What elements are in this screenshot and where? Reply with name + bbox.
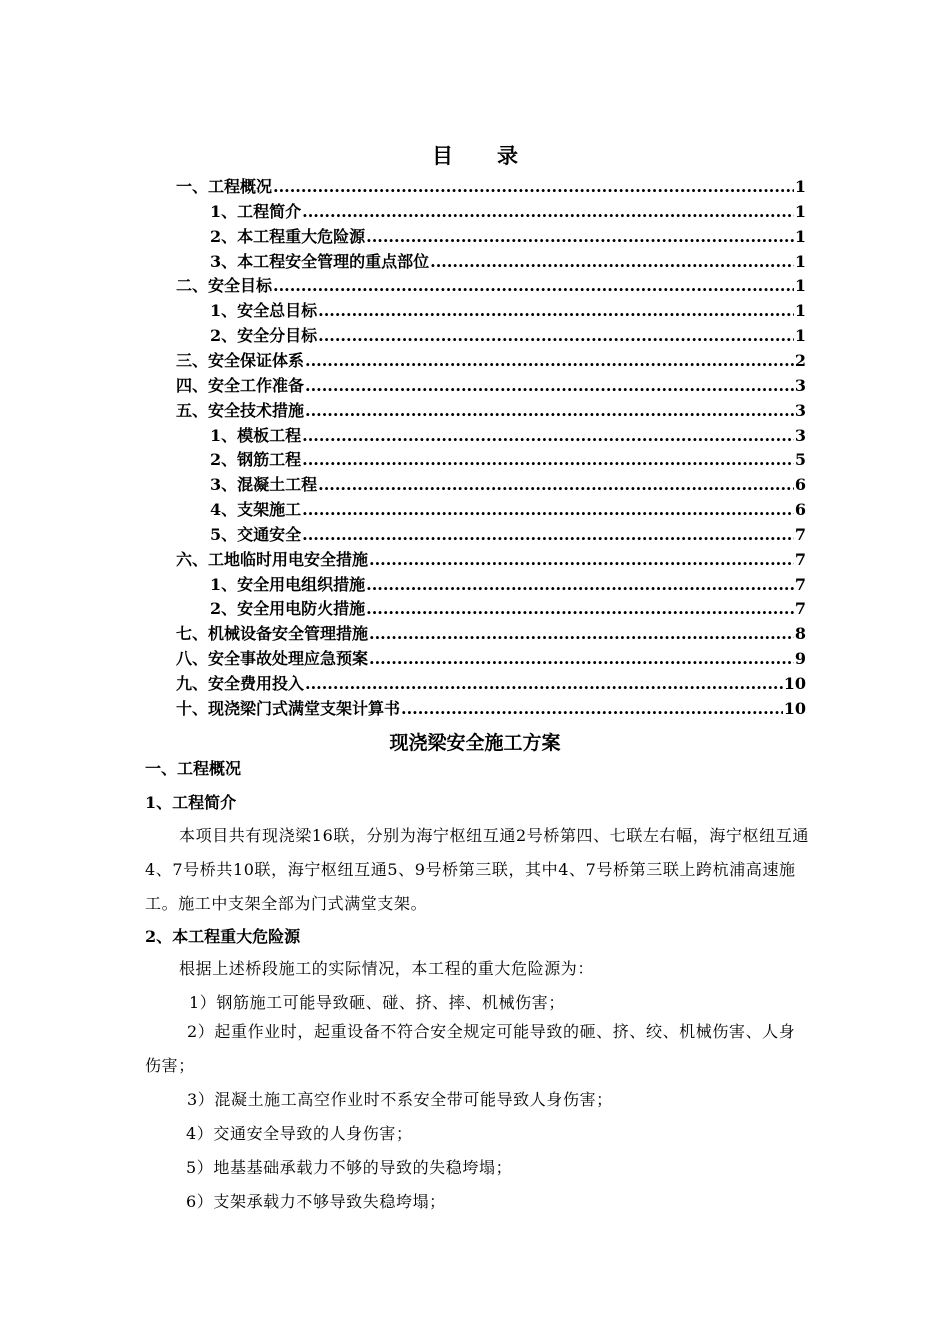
toc-entry-page: 1 [794, 251, 806, 271]
toc-leader-dots [302, 447, 794, 472]
toc-entry-page: 3 [794, 375, 806, 395]
toc-entry-page: 1 [794, 201, 806, 221]
toc-entry-label: 1、安全用电组织措施 [210, 574, 366, 594]
toc-leader-dots [273, 174, 794, 199]
toc-leader-dots [302, 423, 794, 448]
toc-entry-label: 2、安全分目标 [210, 326, 318, 346]
toc-entry-page: 3 [794, 425, 806, 445]
toc-entry[interactable] [210, 199, 806, 224]
toc-entry[interactable] [210, 572, 806, 597]
toc-leader-dots [366, 596, 794, 621]
toc-leader-dots [366, 224, 794, 249]
toc-leader-dots [302, 522, 794, 547]
toc-leader-dots [302, 199, 794, 224]
toc-entry-page: 1 [794, 326, 806, 346]
toc-entry[interactable] [210, 472, 806, 497]
toc-entry-label: 2、本工程重大危险源 [210, 226, 366, 246]
toc-entry-label: 5、交通安全 [210, 524, 302, 544]
toc-entry-label: 十、现浇梁门式满堂支架计算书 [176, 698, 401, 718]
toc-entry[interactable] [210, 447, 806, 472]
toc-entry-label: 一、工程概况 [176, 177, 273, 196]
hazard-item: 3）混凝土施工高空作业时不系安全带可能导致人身伤害； [187, 1090, 613, 1109]
toc-entry-label: 2、钢筋工程 [210, 450, 302, 470]
subsection-heading-hazards: 2、本工程重大危险源 [145, 927, 301, 946]
toc-leader-dots [318, 323, 794, 348]
toc-entry-page: 5 [794, 450, 806, 470]
toc-entry[interactable] [210, 497, 806, 522]
toc-entry-label: 4、支架施工 [210, 500, 302, 520]
hazard-item: 6）支架承载力不够导致失稳垮塌； [186, 1192, 446, 1211]
toc-entry-page: 9 [794, 649, 806, 669]
toc-entry-page: 2 [794, 350, 806, 370]
toc-leader-dots [305, 398, 794, 423]
toc-entry-label: 七、机械设备安全管理措施 [176, 624, 369, 644]
document-title: 现浇梁安全施工方案 [389, 732, 561, 754]
section-heading-overview: 一、工程概况 [145, 759, 242, 778]
toc-entry-page: 1 [794, 301, 806, 321]
toc-entry[interactable] [210, 323, 806, 348]
toc-entry-page: 10 [783, 698, 806, 718]
toc-entry-label: 九、安全费用投入 [176, 674, 305, 693]
toc-entry-page: 6 [794, 475, 806, 495]
toc-leader-dots [369, 646, 794, 671]
toc-leader-dots [305, 671, 783, 696]
hazard-item: 5）地基基础承载力不够的导致的失稳垮塌； [186, 1158, 513, 1177]
toc-leader-dots [318, 298, 794, 323]
toc-leader-dots [369, 547, 794, 572]
toc-entry-page: 7 [794, 599, 806, 619]
toc-entry-label: 四、安全工作准备 [176, 375, 305, 395]
toc-entry-page: 7 [794, 574, 806, 594]
toc-title [0, 142, 950, 170]
toc-leader-dots [318, 472, 794, 497]
toc-entry-page: 10 [783, 674, 806, 693]
toc-entry[interactable] [210, 522, 806, 547]
toc-entry-label: 3、本工程安全管理的重点部位 [210, 251, 430, 271]
toc-title-right: 录 [497, 143, 518, 168]
toc-entry[interactable] [210, 423, 806, 448]
toc-entry[interactable] [176, 373, 806, 398]
toc-entry[interactable] [176, 646, 806, 671]
toc-entry-label: 2、安全用电防火措施 [210, 599, 366, 619]
toc-leader-dots [401, 696, 783, 721]
intro-paragraph: 本项目共有现浇梁16联，分别为海宁枢纽互通2号桥第四、七联左右幅，海宁枢纽互通4、7号桥共10联，海宁枢纽互通5、9号桥第三联，其中4、7号桥第三联上跨杭浦高速施工。施工中支架全部为门式满堂支架。 [145, 826, 809, 913]
toc-entry-page: 3 [794, 400, 806, 420]
toc-entry-label: 1、安全总目标 [210, 301, 318, 321]
toc-leader-dots [273, 273, 794, 298]
toc-entry-label: 六、工地临时用电安全措施 [176, 549, 369, 569]
toc-entry-page: 7 [794, 549, 806, 569]
toc-entry-label: 五、安全技术措施 [176, 400, 305, 420]
toc-entry[interactable] [210, 224, 806, 249]
toc-entry-page: 1 [794, 226, 806, 246]
toc-entry[interactable] [176, 174, 806, 199]
toc-entry-label: 3、混凝土工程 [210, 475, 318, 495]
toc-title-left: 目 [432, 143, 453, 168]
toc-leader-dots [305, 373, 794, 398]
toc-entry[interactable] [210, 596, 806, 621]
toc-entry-page: 1 [794, 177, 806, 196]
toc-entry-page: 1 [794, 276, 806, 296]
hazard-item: 4）交通安全导致的人身伤害； [186, 1124, 413, 1143]
toc-entry[interactable] [176, 547, 806, 572]
toc-entry[interactable] [176, 671, 806, 696]
toc-entry[interactable] [210, 249, 806, 274]
toc-entry-label: 1、模板工程 [210, 425, 302, 445]
toc-entry[interactable] [210, 298, 806, 323]
hazard-item: 2）起重作业时，起重设备不符合安全规定可能导致的砸、挤、绞、机械伤害、人身伤害； [145, 1022, 796, 1075]
hazard-item: 1）钢筋施工可能导致砸、碰、挤、摔、机械伤害； [189, 993, 565, 1012]
toc-entry[interactable] [176, 696, 806, 721]
toc-leader-dots [430, 249, 794, 274]
toc-entry-label: 二、安全目标 [176, 276, 273, 296]
toc-entry-page: 8 [794, 624, 806, 644]
toc-entry[interactable] [176, 621, 806, 646]
toc-entry-page: 7 [794, 524, 806, 544]
toc-entry[interactable] [176, 348, 806, 373]
toc-entry[interactable] [176, 273, 806, 298]
hazards-intro: 根据上述桥段施工的实际情况，本工程的重大危险源为： [179, 959, 595, 978]
toc-leader-dots [369, 621, 794, 646]
toc-leader-dots [366, 572, 794, 597]
toc-entry[interactable] [176, 398, 806, 423]
toc-leader-dots [305, 348, 794, 373]
toc-entry-page: 6 [794, 500, 806, 520]
toc-leader-dots [302, 497, 794, 522]
toc-entry-label: 三、安全保证体系 [176, 350, 305, 370]
subsection-heading-intro: 1、工程简介 [145, 793, 237, 812]
toc-entry-label: 八、安全事故处理应急预案 [176, 649, 369, 669]
toc-entry-label: 1、工程简介 [210, 201, 302, 221]
